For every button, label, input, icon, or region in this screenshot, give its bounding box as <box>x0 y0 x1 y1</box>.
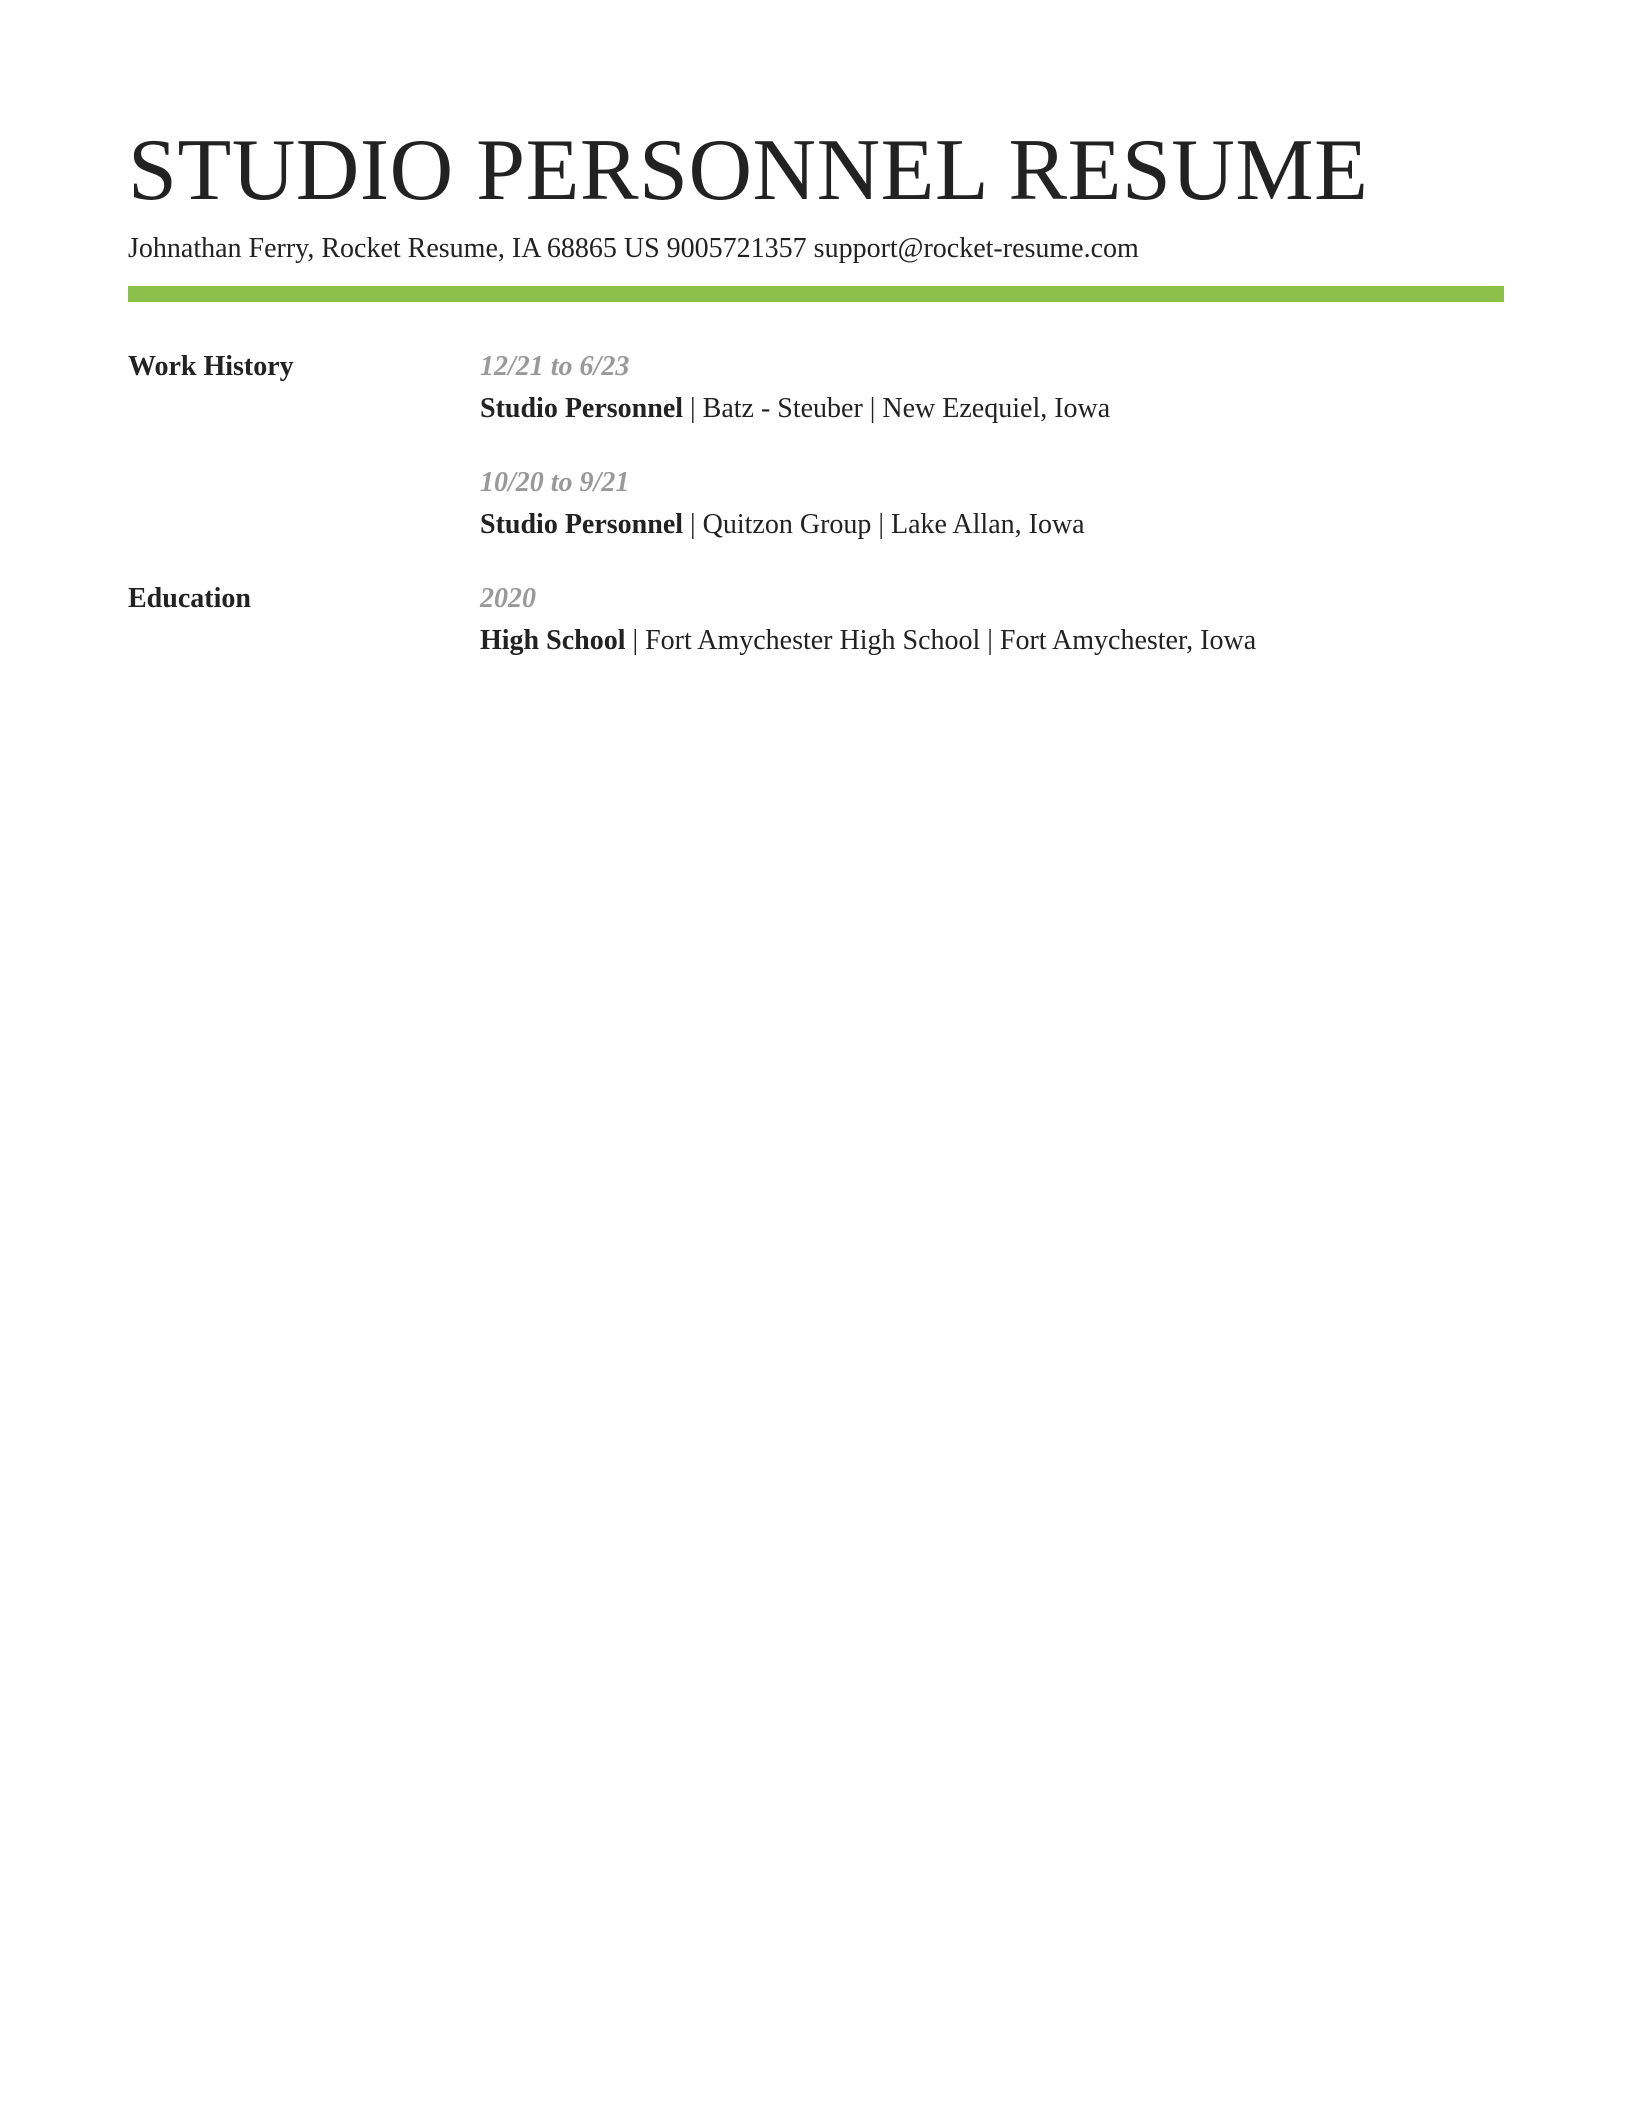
education-entry-details: | Fort Amychester High School | Fort Amychester, Iowa <box>625 625 1257 656</box>
education-entries <box>480 582 1504 698</box>
work-entry-line <box>480 508 1504 542</box>
work-entry-details: | Batz - Steuber | New Ezequiel, Iowa <box>683 393 1111 424</box>
education-entry-date: 2020 <box>480 583 536 614</box>
work-entry-date: 12/21 to 6/23 <box>480 351 630 382</box>
work-entry <box>480 466 1504 582</box>
work-entry-date: 10/20 to 9/21 <box>480 467 630 498</box>
education-entry-line <box>480 624 1504 658</box>
accent-divider <box>128 286 1504 302</box>
work-entry-role: Studio Personnel <box>480 393 684 424</box>
education-entry <box>480 582 1504 698</box>
work-entry-role: Studio Personnel <box>480 509 684 540</box>
work-history-entries <box>480 350 1504 582</box>
work-entry-details: | Quitzon Group | Lake Allan, Iowa <box>683 509 1085 540</box>
contact-line: Johnathan Ferry, Rocket Resume, IA 68865 US 9005721357 support@rocket-resume.com <box>128 233 1139 264</box>
work-history-heading: Work History <box>128 351 294 382</box>
work-entry <box>480 350 1504 466</box>
education-heading: Education <box>128 583 251 614</box>
education-entry-degree: High School <box>480 625 626 656</box>
resume-title: STUDIO PERSONNEL RESUME <box>128 122 1369 219</box>
work-entry-line <box>480 392 1504 426</box>
